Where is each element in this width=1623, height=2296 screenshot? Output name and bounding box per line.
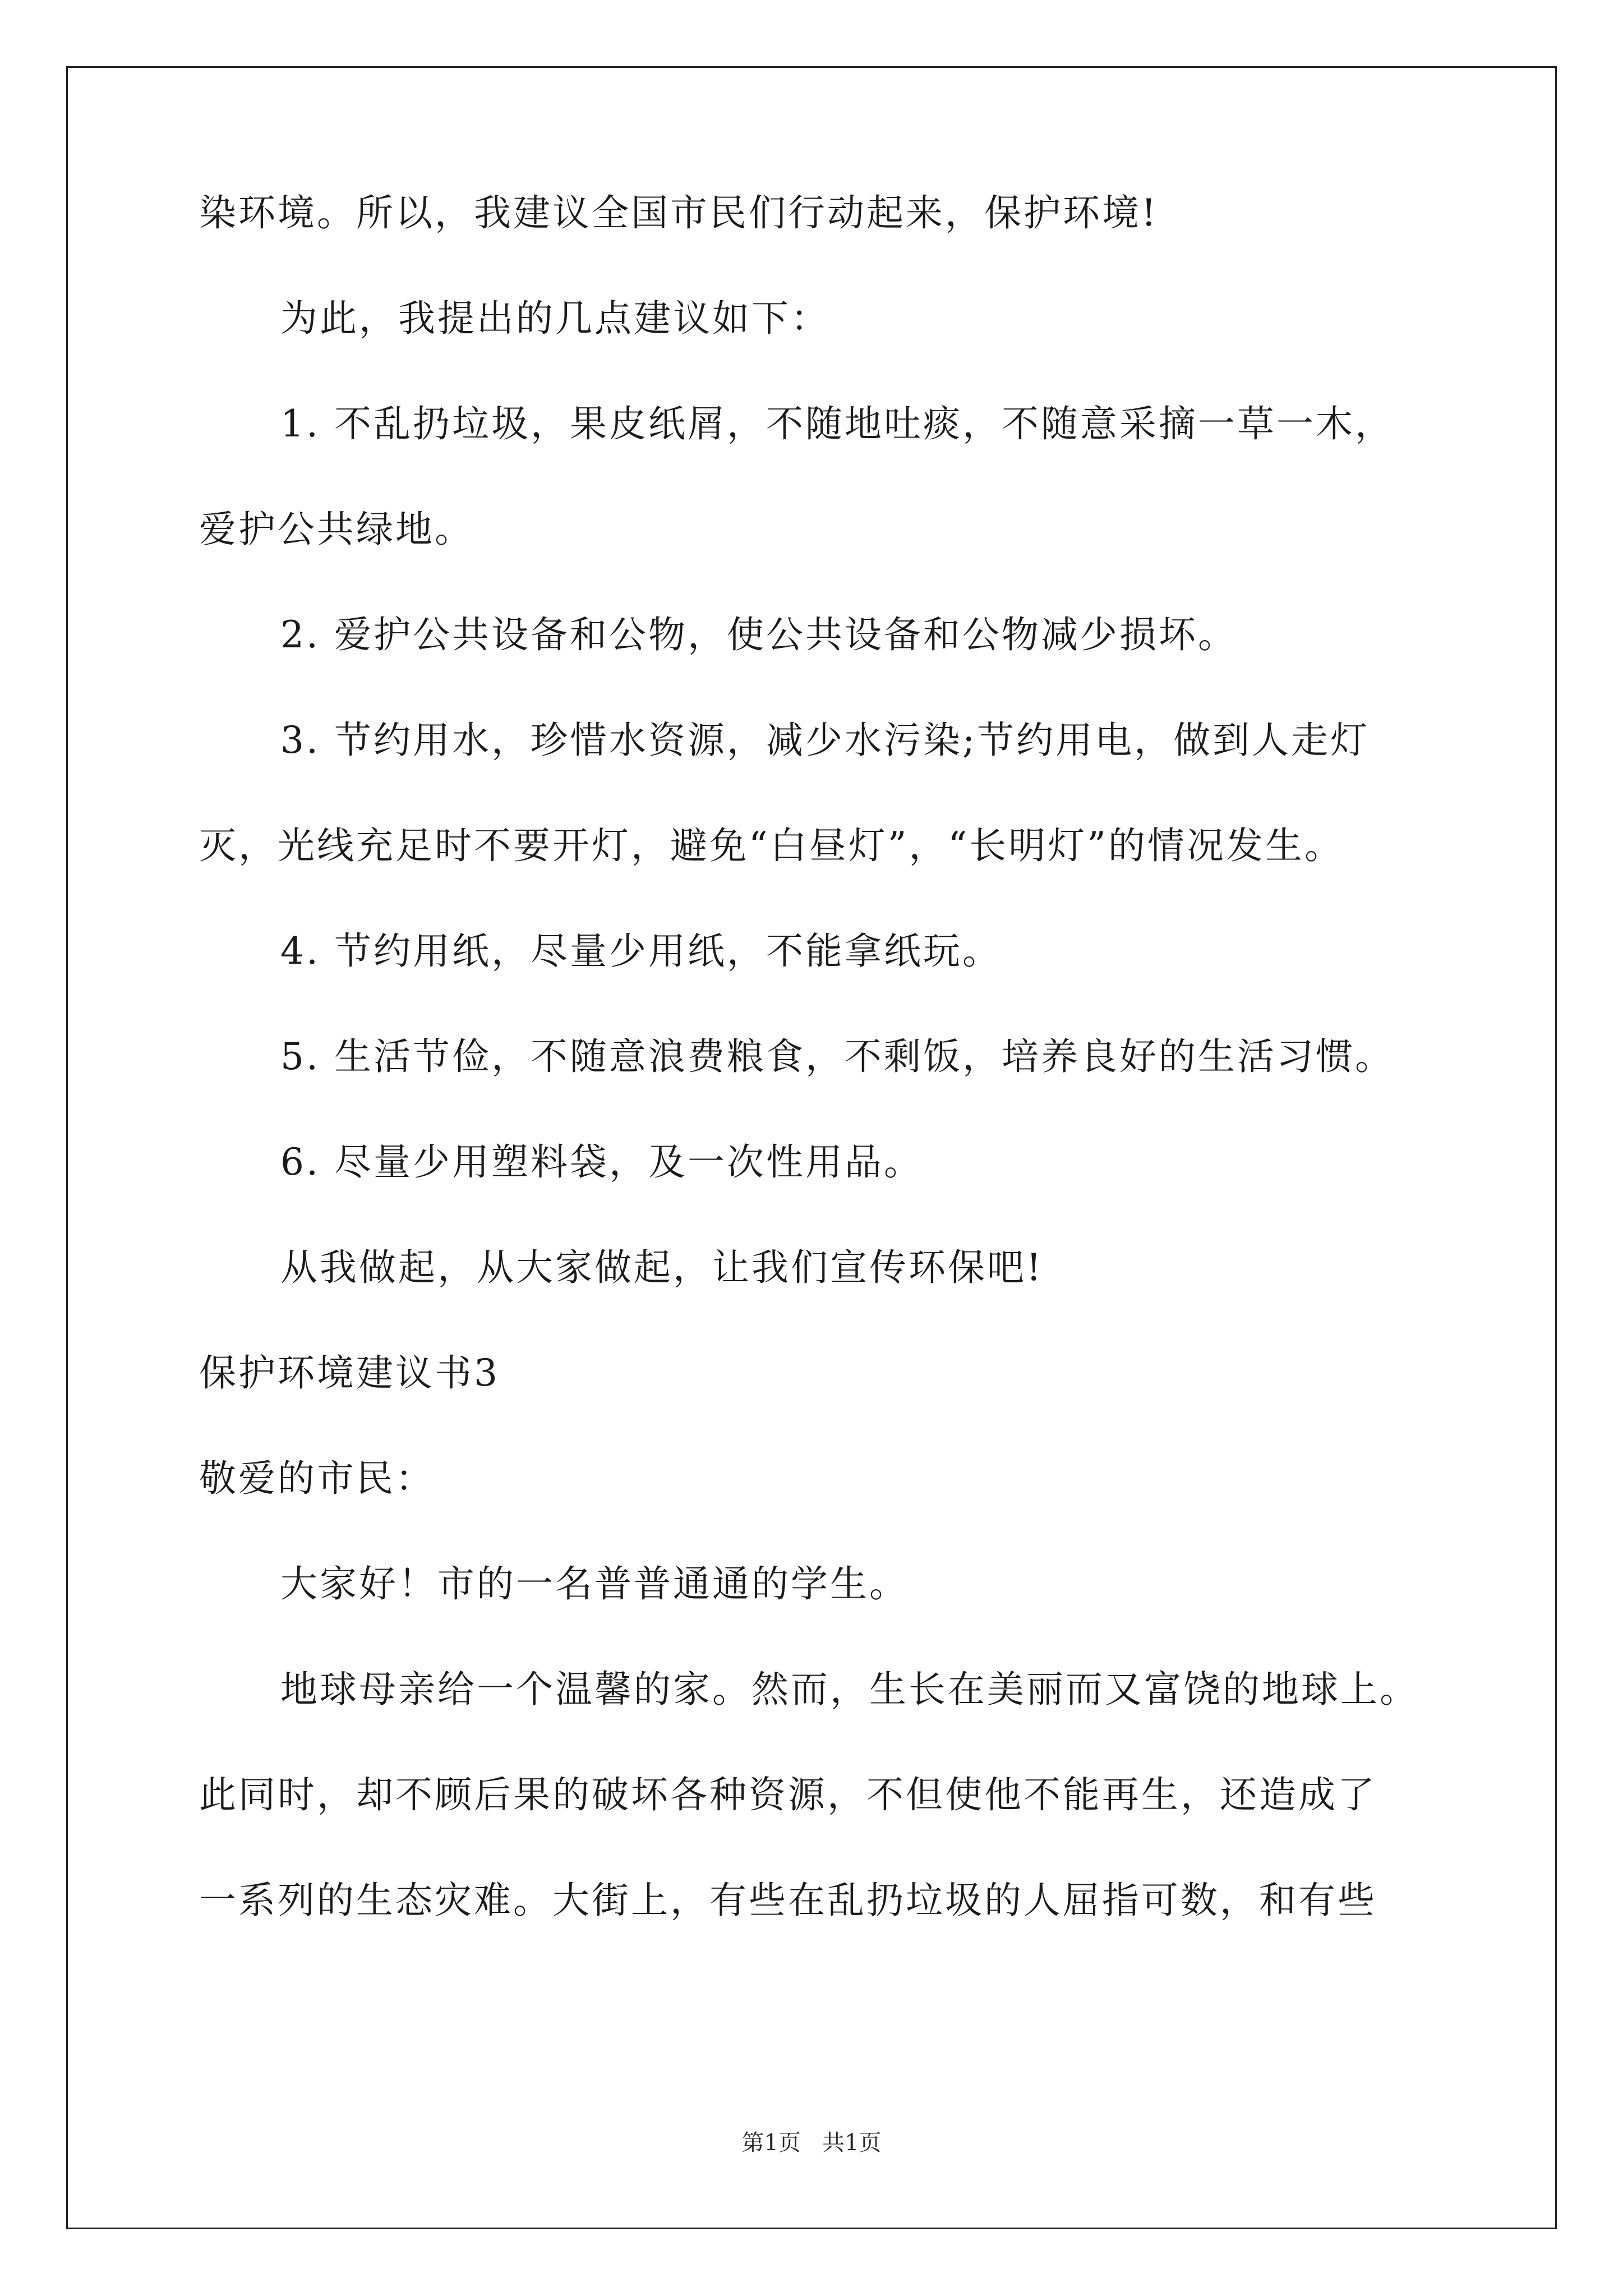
text-line: 地球母亲给一个温馨的家。然而，生长在美丽而又富饶的地球上。 — [280, 1668, 1419, 1711]
text-line: 一系列的生态灾难。大街上，有些在乱扔垃圾的人屈指可数，和有些 — [199, 1879, 1377, 1922]
text-line: 染环境。所以，我建议全国市民们行动起来，保护环境! — [199, 191, 1159, 234]
list-item-6: 6. 尽量少用塑料袋，及一次性用品。 — [280, 1140, 923, 1184]
list-item-5: 5. 生活节俭，不随意浪费粮食，不剩饭，培养良好的生活习惯。 — [280, 1035, 1394, 1078]
section-heading: 保护环境建议书3 — [199, 1351, 500, 1395]
text-line: 为此，我提出的几点建议如下： — [280, 297, 830, 340]
text-line: 大家好！市的一名普普通通的学生。 — [280, 1562, 909, 1605]
text-line: 从我做起，从大家做起，让我们宣传环保吧! — [280, 1246, 1044, 1289]
text-line: 灭，光线充足时不要开灯，避免“白昼灯”，“长明灯”的情况发生。 — [199, 824, 1344, 867]
salutation: 敬爱的市民： — [199, 1457, 435, 1500]
list-item-3: 3. 节约用水，珍惜水资源，减少水污染;节约用电，做到人走灯 — [280, 719, 1370, 762]
list-item-1: 1. 不乱扔垃圾，果皮纸屑，不随地吐痰，不随意采摘一草一木， — [280, 402, 1394, 445]
text-line: 爱护公共绿地。 — [199, 508, 474, 551]
list-item-2: 2. 爱护公共设备和公物，使公共设备和公物减少损坏。 — [280, 613, 1237, 656]
text-line: 此同时，却不顾后果的破坏各种资源，不但使他不能再生，还造成了 — [199, 1773, 1377, 1816]
list-item-4: 4. 节约用纸，尽量少用纸，不能拿纸玩。 — [280, 930, 1002, 973]
page-number-footer: 第1页 共1页 — [741, 2130, 882, 2156]
